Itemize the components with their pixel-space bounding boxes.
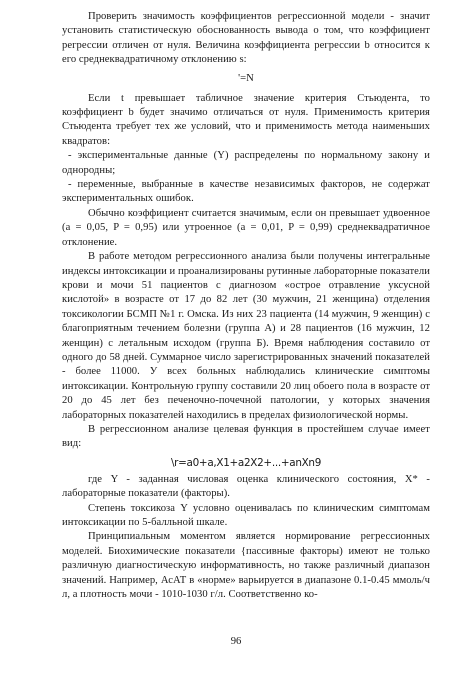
paragraph: В работе методом регрессионного анализа были получены интегральные индексы интоксикации и проанализированы рутинные лабораторные показатели крови и мочи 51 пациентов с диагнозом «острое отравление уксусной кислотой» в возрасте от 17 до 82 лет (30 мужчин, 21 женщина) отделения токсикологии БСМП №1 г. Омска. Из них 23 пациента (14 мужчин, 9 женщин) с благоприятным течением болезни (группа А) и 28 пациентов (16 мужчин, 12 женщин) с летальным исходом (группа Б). Время наблюдения составило от одного до 58 дней. Суммарное число зарегистрированных значений показателей - более 11000. У всех больных наблюдались клинические симптомы интоксикации. Контрольную группу составили 20 лиц обоего пола в возрасте от 20 до 45 лет без печеночно-почечной патологии, у которых значения лабораторных показателей находились в пределах физиологической нормы. bbox=[62, 251, 430, 421]
paragraph: Степень токсикоза Y условно оценивалась по клиническим симптомам интоксикации по 5-балльной шкале. bbox=[62, 502, 430, 528]
page-body bbox=[62, 10, 430, 602]
formula-regression: \r=a0+a,X1+a2X2+...+anXn9 bbox=[170, 456, 322, 469]
page-number: 96 bbox=[230, 636, 242, 647]
list-item: - переменные, выбранные в качестве независимых факторов, не содержат экспериментальных ошибок. bbox=[62, 179, 430, 205]
paragraph: Проверить значимость коэффициентов регрессионной модели - значит установить статистическую обоснованность вывода о том, что коэффициент регрессии отличен от нуля. Величина коэффициента регрессии b относится к его среднеквадратичному отклонению s: bbox=[62, 11, 430, 66]
paragraph: Если t превышает табличное значение критерия Стьюдента, то коэффициент b будет значимо отличаться от нуля. Применимость критерия Стьюдента требует тех же условий, что и применимость метода наименьших квадратов: bbox=[62, 92, 430, 147]
paragraph: В регрессионном анализе целевая функция в простейшем случае имеет вид: bbox=[62, 423, 430, 450]
formula-t-statistic: '=N bbox=[238, 72, 254, 84]
paragraph: Обычно коэффициент считается значимым, если он превышает удвоенное (a = 0,05, P = 0,95) или утроенное (a = 0,01, P = 0,99) среднеквадратичное отклонение. bbox=[62, 207, 430, 248]
paragraph: где Y - заданная числовая оценка клинического состояния, X* - лабораторные показатели (факторы). bbox=[62, 473, 430, 500]
paragraph: Принципиальным моментом является нормирование регрессионных моделей. Биохимические показатели {пассивные факторы) имеют не только различную диагностическую информативность, но также различный диапазон значений. Например, АсАТ в «норме» варьируется в диапазоне 0.1-0.45 ммоль/ч л, а плотность мочи - 1010-1030 г/л. Соответственно ко- bbox=[62, 531, 430, 601]
list-item: - экспериментальные данные (Y) распределены по нормальному закону и однородны; bbox=[62, 150, 430, 176]
